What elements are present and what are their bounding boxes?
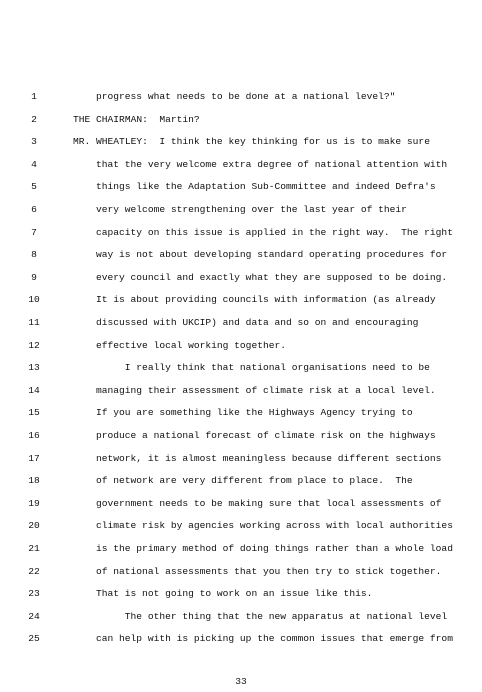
line-number: 22 [28,565,40,577]
transcript-line [0,562,482,582]
transcript-line [0,245,482,265]
transcript-line [0,87,482,107]
transcript-line [0,132,482,152]
transcript-line [0,403,482,423]
line-text: produce a national forecast of climate risk on the highways [96,430,436,441]
transcript-line [0,607,482,627]
transcript-line [0,471,482,491]
line-number: 2 [31,113,37,125]
line-number: 17 [28,452,40,464]
line-number: 13 [28,362,40,374]
line-text: MR. WHEATLEY: I think the key thinking for us is to make sure [73,136,430,148]
line-number: 25 [28,633,40,645]
line-number: 4 [31,158,37,170]
line-text: managing their assessment of climate risk at a local level. [96,384,436,396]
transcript-line [0,200,482,220]
line-number: 16 [28,430,40,441]
line-text: progress what needs to be done at a national level?" [96,91,396,102]
transcript-line [0,449,482,469]
line-text: very welcome strengthening over the last year of their [96,204,407,215]
line-number: 6 [31,204,37,215]
line-text: If you are something like the Highways Agency trying to [96,407,413,419]
line-text: THE CHAIRMAN: Martin? [73,113,200,125]
transcript-line [0,110,482,130]
line-number: 7 [31,226,37,238]
line-text: effective local working together. [96,339,286,351]
line-number: 15 [28,407,40,419]
transcript-line [0,584,482,604]
line-number: 9 [31,271,37,283]
transcript-line [0,290,482,310]
line-number: 14 [28,384,40,396]
line-number: 3 [31,136,37,148]
transcript-line [0,155,482,175]
transcript-line [0,358,482,378]
transcript-line [0,539,482,559]
line-number: 5 [31,181,37,193]
transcript-line [0,223,482,243]
line-text: I really think that national organisations need to be [96,362,430,374]
line-text: network, it is almost meaningless because different sections [96,452,442,464]
line-text: that the very welcome extra degree of national attention with [96,158,448,170]
line-text: is the primary method of doing things rather than a whole load [96,543,453,554]
transcript-line [0,494,482,514]
line-text: discussed with UKCIP) and data and so on and encouraging [96,317,419,328]
line-text: capacity on this issue is applied in the right way. The right [96,226,453,238]
line-number: 11 [28,317,40,328]
line-number: 18 [28,475,40,487]
line-text: of network are very different from place to place. The [96,475,413,487]
line-number: 19 [28,497,40,509]
transcript-line [0,177,482,197]
line-number: 8 [31,249,37,261]
transcript-line [0,313,482,333]
line-text: climate risk by agencies working across with local authorities [96,520,453,532]
line-text: It is about providing councils with information (as already [96,294,436,306]
line-number: 24 [28,610,40,622]
line-text: The other thing that the new apparatus at national level [96,610,448,622]
transcript-line [0,629,482,649]
line-text: things like the Adaptation Sub-Committee and indeed Defra's [96,181,436,193]
line-text: government needs to be making sure that local assessments of [96,497,442,509]
line-text: can help with is picking up the common issues that emerge from [96,633,453,645]
transcript-line [0,336,482,356]
line-text: of national assessments that you then try to stick together. [96,565,442,577]
transcript-line [0,516,482,536]
line-number: 10 [28,294,40,306]
line-number: 21 [28,543,40,554]
page-number: 33 [235,676,247,687]
line-number: 23 [28,588,40,600]
line-text: That is not going to work on an issue like this. [96,588,373,600]
line-text: every council and exactly what they are supposed to be doing. [96,271,448,283]
line-number: 1 [31,91,37,102]
transcript-line [0,381,482,401]
transcript-line [0,426,482,446]
line-number: 12 [28,339,40,351]
transcript-line [0,268,482,288]
line-text: way is not about developing standard operating procedures for [96,249,448,261]
line-number: 20 [28,520,40,532]
